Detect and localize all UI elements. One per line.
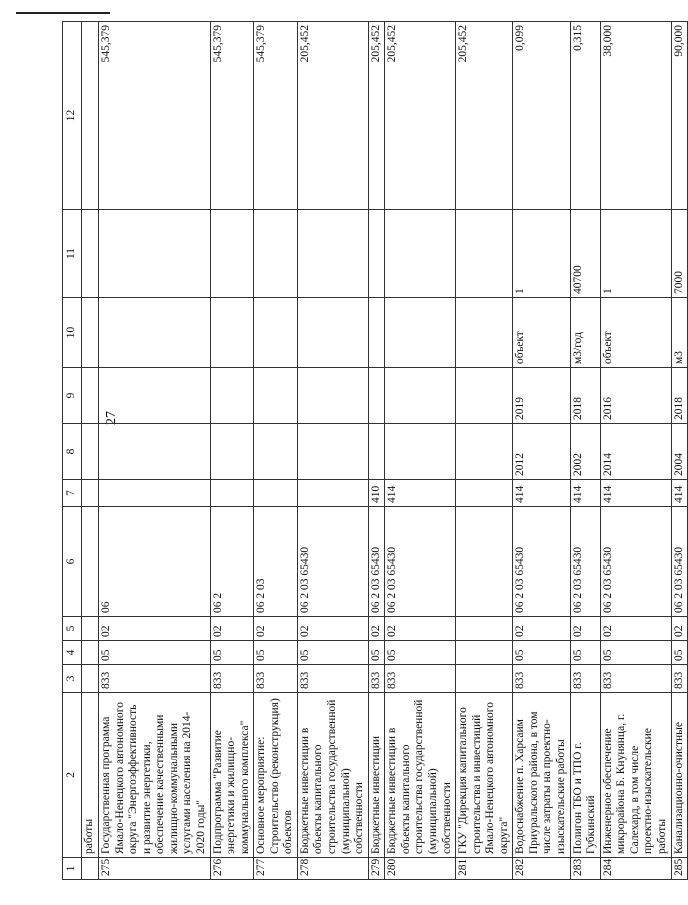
col-header-1: 1 bbox=[63, 858, 82, 880]
cell-8 bbox=[368, 424, 385, 480]
cell-5: 02 bbox=[600, 617, 671, 641]
table-row bbox=[254, 22, 298, 880]
row-name: Бюджетные инвестиции в объекты капитального строительства государственной (муниципальной) собственности bbox=[385, 693, 456, 858]
col-header-6: 6 bbox=[63, 507, 82, 617]
row-name: ГКУ "Дирекция капитального строительства и инвестиций Ямало-Ненецкого автономного округа" bbox=[456, 693, 513, 858]
table-row bbox=[99, 22, 211, 880]
cell-12: 205,452 bbox=[297, 22, 368, 210]
cell-5: 02 bbox=[570, 617, 600, 641]
cell-10 bbox=[99, 298, 211, 368]
cell-4: 05 bbox=[570, 641, 600, 665]
col-header-2: 2 bbox=[63, 693, 82, 858]
cell-4: 05 bbox=[513, 641, 570, 665]
table-row bbox=[600, 22, 671, 880]
continuation-text: работы bbox=[82, 693, 99, 858]
cell-12: 0,099 bbox=[513, 22, 570, 210]
cell-11 bbox=[385, 210, 456, 298]
cell-4: 05 bbox=[385, 641, 456, 665]
row-name: Полигон ТБО и ТПО г. Губкинский bbox=[570, 693, 600, 858]
cell-9: 2019 bbox=[513, 368, 570, 424]
cell-6: 06 2 03 65430 bbox=[570, 507, 600, 617]
cell-5: 02 bbox=[210, 617, 254, 641]
cell-9 bbox=[385, 368, 456, 424]
header-rule bbox=[16, 12, 110, 14]
row-number: 275 bbox=[99, 858, 211, 880]
cell-5: 02 bbox=[99, 617, 211, 641]
cell-10 bbox=[254, 298, 298, 368]
cell-8 bbox=[297, 424, 368, 480]
cell-6: 06 2 bbox=[210, 507, 254, 617]
cell-12: 205,452 bbox=[456, 22, 513, 210]
cell-4: 05 bbox=[297, 641, 368, 665]
cell-12: 38,000 bbox=[600, 22, 671, 210]
cell-3: 833 bbox=[210, 665, 254, 693]
row-number: 276 bbox=[210, 858, 254, 880]
budget-table bbox=[62, 21, 688, 880]
cell-6: 06 2 03 65430 bbox=[513, 507, 570, 617]
cell-10 bbox=[210, 298, 254, 368]
cell-11 bbox=[254, 210, 298, 298]
col-header-8: 8 bbox=[63, 424, 82, 480]
cell-9 bbox=[254, 368, 298, 424]
cell-11 bbox=[368, 210, 385, 298]
cell-3: 833 bbox=[513, 665, 570, 693]
cell-7: 414 bbox=[671, 480, 688, 507]
cell-3: 833 bbox=[297, 665, 368, 693]
cell-5: 02 bbox=[368, 617, 385, 641]
cell-8: 2012 bbox=[513, 424, 570, 480]
cell-6: 06 2 03 65430 bbox=[297, 507, 368, 617]
cell-9 bbox=[99, 368, 211, 424]
cell-4: 05 bbox=[99, 641, 211, 665]
col-header-12: 12 bbox=[63, 22, 82, 210]
cell-6 bbox=[456, 507, 513, 617]
row-name: Инженерное обеспечение микрорайона Б. Кнунянца, г. Салехард, в том числе проектно-изыскательские работы bbox=[600, 693, 671, 858]
row-number: 279 bbox=[368, 858, 385, 880]
table-row bbox=[456, 22, 513, 880]
cell-4: 05 bbox=[671, 641, 688, 665]
cell-6: 06 2 03 65430 bbox=[671, 507, 688, 617]
cell-11 bbox=[297, 210, 368, 298]
cell-11: 7000 bbox=[671, 210, 688, 298]
rotated-table-container bbox=[62, 22, 685, 880]
cell-8 bbox=[385, 424, 456, 480]
row-name: Бюджетные инвестиции в объекты капитального строительства государственной (муниципальной) собственности bbox=[297, 693, 368, 858]
cell-7: 414 bbox=[600, 480, 671, 507]
row-number: 283 bbox=[570, 858, 600, 880]
cell-12: 545,379 bbox=[99, 22, 211, 210]
header-row bbox=[63, 22, 82, 880]
cell-9 bbox=[456, 368, 513, 424]
cell-7: 414 bbox=[385, 480, 456, 507]
table-row bbox=[671, 22, 688, 880]
cell-7 bbox=[456, 480, 513, 507]
cell-9: 2018 bbox=[671, 368, 688, 424]
row-number: 281 bbox=[456, 858, 513, 880]
table-row bbox=[570, 22, 600, 880]
cell-11 bbox=[210, 210, 254, 298]
cell-6: 06 2 03 bbox=[254, 507, 298, 617]
cell-12: 545,379 bbox=[210, 22, 254, 210]
row-number: 282 bbox=[513, 858, 570, 880]
cell-8: 2004 bbox=[671, 424, 688, 480]
cell-11: 1 bbox=[513, 210, 570, 298]
row-name: Основное мероприятие: Строительство (реконструкция) объектов bbox=[254, 693, 298, 858]
cell-3: 833 bbox=[254, 665, 298, 693]
cell-11 bbox=[99, 210, 211, 298]
cell-8 bbox=[254, 424, 298, 480]
cell-7 bbox=[210, 480, 254, 507]
cell-4: 05 bbox=[600, 641, 671, 665]
cell-9 bbox=[297, 368, 368, 424]
row-name: Подпрограмма "Развитие энергетики и жилищно-коммунального комплекса" bbox=[210, 693, 254, 858]
row-number: 277 bbox=[254, 858, 298, 880]
cell-9 bbox=[210, 368, 254, 424]
cell-7 bbox=[99, 480, 211, 507]
cell-5: 02 bbox=[513, 617, 570, 641]
cell-12: 90,000 bbox=[671, 22, 688, 210]
cell-3: 833 bbox=[671, 665, 688, 693]
cell-3: 833 bbox=[368, 665, 385, 693]
cell-8 bbox=[210, 424, 254, 480]
cell-4 bbox=[456, 641, 513, 665]
cell-9 bbox=[368, 368, 385, 424]
cell-10: м3/год bbox=[570, 298, 600, 368]
page-number: 27 bbox=[104, 411, 119, 425]
col-header-11: 11 bbox=[63, 210, 82, 298]
cell-5: 02 bbox=[254, 617, 298, 641]
cell-10 bbox=[368, 298, 385, 368]
table-row bbox=[513, 22, 570, 880]
cell-4: 05 bbox=[254, 641, 298, 665]
cell-11 bbox=[456, 210, 513, 298]
cell-6: 06 2 03 65430 bbox=[600, 507, 671, 617]
cell-4: 05 bbox=[368, 641, 385, 665]
row-number: 285 bbox=[671, 858, 688, 880]
cell-9: 2018 bbox=[570, 368, 600, 424]
row-name: Водоснабжение п. Харсаим Приуральского района, в том числе затраты на проектно-изыскательские работы bbox=[513, 693, 570, 858]
table-row bbox=[297, 22, 368, 880]
cell-10: объект bbox=[513, 298, 570, 368]
table-row bbox=[385, 22, 456, 880]
cell-12: 205,452 bbox=[368, 22, 385, 210]
cell-12: 205,452 bbox=[385, 22, 456, 210]
cell-9: 2016 bbox=[600, 368, 671, 424]
row-name: Канализационно-очистные bbox=[671, 693, 688, 858]
cell-8 bbox=[99, 424, 211, 480]
cell-3: 833 bbox=[600, 665, 671, 693]
cell-5: 02 bbox=[671, 617, 688, 641]
cell-4: 05 bbox=[210, 641, 254, 665]
cell-10 bbox=[297, 298, 368, 368]
cell-3: 833 bbox=[570, 665, 600, 693]
col-header-4: 4 bbox=[63, 641, 82, 665]
cell-5 bbox=[456, 617, 513, 641]
cell-8: 2014 bbox=[600, 424, 671, 480]
col-header-3: 3 bbox=[63, 665, 82, 693]
cell-10 bbox=[385, 298, 456, 368]
cell-7 bbox=[297, 480, 368, 507]
row-name: Государственная программа Ямало-Ненецкого автономного округа "Энергоэффективность и развитие энергетики, обеспечение качественными жилищно-коммунальными услугами населения на 2014-2020 годы" bbox=[99, 693, 211, 858]
cell-11: 40700 bbox=[570, 210, 600, 298]
col-header-10: 10 bbox=[63, 298, 82, 368]
cell-12: 0,315 bbox=[570, 22, 600, 210]
table-row bbox=[368, 22, 385, 880]
cell-11: 1 bbox=[600, 210, 671, 298]
col-header-9: 9 bbox=[63, 368, 82, 424]
cell-6: 06 bbox=[99, 507, 211, 617]
cell-10: объект bbox=[600, 298, 671, 368]
cell-7: 414 bbox=[570, 480, 600, 507]
cell-10 bbox=[456, 298, 513, 368]
cell-7: 414 bbox=[513, 480, 570, 507]
cell-10: м3 bbox=[671, 298, 688, 368]
cell-5: 02 bbox=[385, 617, 456, 641]
continuation-row bbox=[82, 22, 99, 880]
col-header-5: 5 bbox=[63, 617, 82, 641]
cell-3: 833 bbox=[99, 665, 211, 693]
row-number: 280 bbox=[385, 858, 456, 880]
cell-6: 06 2 03 65430 bbox=[385, 507, 456, 617]
cell-8 bbox=[456, 424, 513, 480]
row-number: 278 bbox=[297, 858, 368, 880]
cell-5: 02 bbox=[297, 617, 368, 641]
cell-6: 06 2 03 65430 bbox=[368, 507, 385, 617]
cell-7 bbox=[254, 480, 298, 507]
col-header-7: 7 bbox=[63, 480, 82, 507]
table-row bbox=[210, 22, 254, 880]
cell-8: 2002 bbox=[570, 424, 600, 480]
cell-3: 833 bbox=[385, 665, 456, 693]
cell-7: 410 bbox=[368, 480, 385, 507]
row-number: 284 bbox=[600, 858, 671, 880]
row-name: Бюджетные инвестиции bbox=[368, 693, 385, 858]
cell-12: 545,379 bbox=[254, 22, 298, 210]
cell-3 bbox=[456, 665, 513, 693]
